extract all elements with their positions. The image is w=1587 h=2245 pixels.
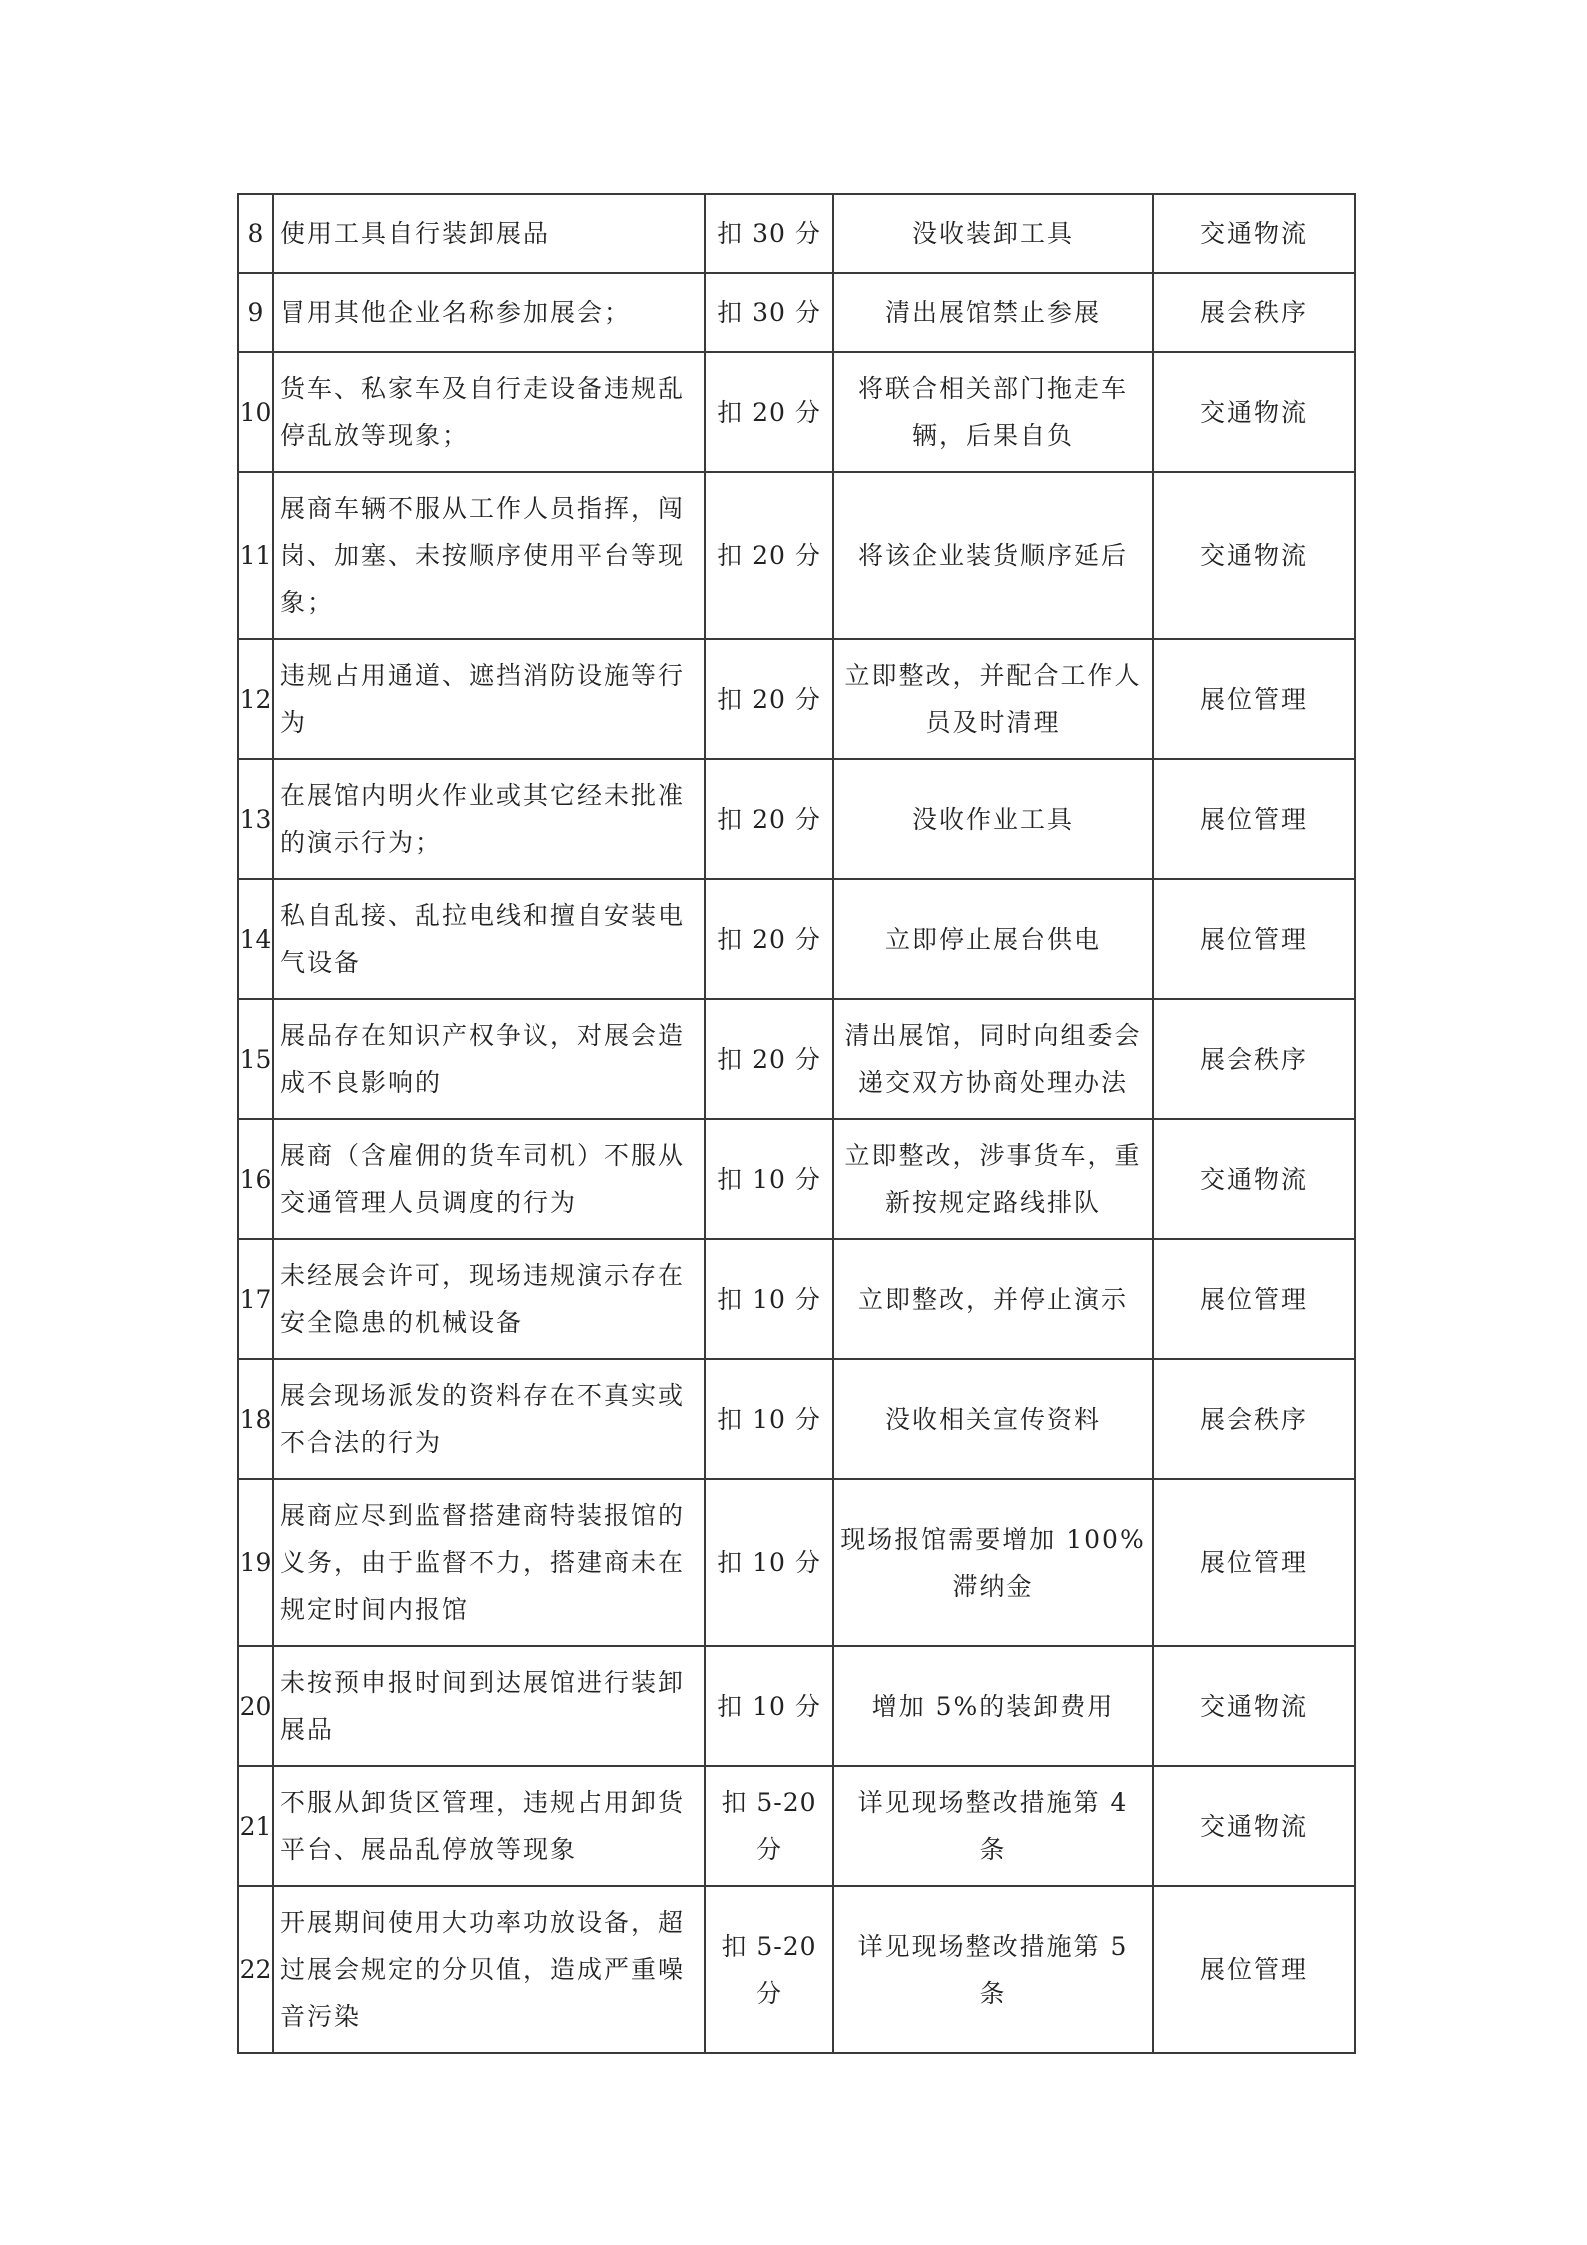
table-row (238, 1766, 1355, 1886)
row-number: 20 (238, 1646, 273, 1766)
violation-description: 冒用其他企业名称参加展会； (273, 273, 705, 352)
table-row (238, 1479, 1355, 1646)
corrective-action: 立即整改，涉事货车，重新按规定路线排队 (833, 1119, 1153, 1239)
category: 展位管理 (1153, 759, 1355, 879)
category: 展位管理 (1153, 879, 1355, 999)
row-number: 19 (238, 1479, 273, 1646)
category: 展位管理 (1153, 1479, 1355, 1646)
penalty-points: 扣 20 分 (705, 639, 833, 759)
row-number: 18 (238, 1359, 273, 1479)
violation-description: 违规占用通道、遮挡消防设施等行为 (273, 639, 705, 759)
corrective-action: 没收相关宣传资料 (833, 1359, 1153, 1479)
violation-description: 展商（含雇佣的货车司机）不服从交通管理人员调度的行为 (273, 1119, 705, 1239)
penalty-points: 扣 10 分 (705, 1646, 833, 1766)
category: 展会秩序 (1153, 999, 1355, 1119)
corrective-action: 立即整改，并配合工作人员及时清理 (833, 639, 1153, 759)
category: 交通物流 (1153, 194, 1355, 273)
corrective-action: 将该企业装货顺序延后 (833, 472, 1153, 639)
corrective-action: 增加 5%的装卸费用 (833, 1646, 1153, 1766)
row-number: 12 (238, 639, 273, 759)
corrective-action: 详见现场整改措施第 5 条 (833, 1886, 1153, 2053)
row-number: 13 (238, 759, 273, 879)
row-number: 14 (238, 879, 273, 999)
category: 交通物流 (1153, 472, 1355, 639)
violation-description: 在展馆内明火作业或其它经未批准的演示行为； (273, 759, 705, 879)
penalty-points: 扣 20 分 (705, 352, 833, 472)
row-number: 8 (238, 194, 273, 273)
category: 交通物流 (1153, 1646, 1355, 1766)
table-row (238, 759, 1355, 879)
penalty-points: 扣 20 分 (705, 759, 833, 879)
penalty-points: 扣 20 分 (705, 999, 833, 1119)
table-row (238, 472, 1355, 639)
corrective-action: 立即停止展台供电 (833, 879, 1153, 999)
penalty-points: 扣 10 分 (705, 1119, 833, 1239)
category: 交通物流 (1153, 1766, 1355, 1886)
penalty-table (237, 193, 1356, 2054)
table-row (238, 194, 1355, 273)
corrective-action: 没收装卸工具 (833, 194, 1153, 273)
table-row (238, 352, 1355, 472)
row-number: 22 (238, 1886, 273, 2053)
violation-description: 私自乱接、乱拉电线和擅自安装电气设备 (273, 879, 705, 999)
category: 交通物流 (1153, 352, 1355, 472)
violation-description: 展商车辆不服从工作人员指挥，闯岗、加塞、未按顺序使用平台等现象； (273, 472, 705, 639)
row-number: 15 (238, 999, 273, 1119)
row-number: 21 (238, 1766, 273, 1886)
corrective-action: 没收作业工具 (833, 759, 1153, 879)
penalty-points: 扣 20 分 (705, 472, 833, 639)
category: 展位管理 (1153, 639, 1355, 759)
row-number: 17 (238, 1239, 273, 1359)
violation-description: 展商应尽到监督搭建商特装报馆的义务，由于监督不力，搭建商未在规定时间内报馆 (273, 1479, 705, 1646)
violation-description: 货车、私家车及自行走设备违规乱停乱放等现象； (273, 352, 705, 472)
table-row (238, 1886, 1355, 2053)
category: 展会秩序 (1153, 1359, 1355, 1479)
category: 展会秩序 (1153, 273, 1355, 352)
penalty-points: 扣 10 分 (705, 1239, 833, 1359)
penalty-points: 扣 30 分 (705, 194, 833, 273)
penalty-points: 扣 10 分 (705, 1479, 833, 1646)
penalty-points: 扣 5-20 分 (705, 1766, 833, 1886)
corrective-action: 立即整改，并停止演示 (833, 1239, 1153, 1359)
row-number: 10 (238, 352, 273, 472)
category: 展位管理 (1153, 1239, 1355, 1359)
row-number: 9 (238, 273, 273, 352)
row-number: 16 (238, 1119, 273, 1239)
table-row (238, 273, 1355, 352)
table-row (238, 1359, 1355, 1479)
violation-description: 展品存在知识产权争议，对展会造成不良影响的 (273, 999, 705, 1119)
category: 交通物流 (1153, 1119, 1355, 1239)
corrective-action: 详见现场整改措施第 4 条 (833, 1766, 1153, 1886)
violation-description: 不服从卸货区管理，违规占用卸货平台、展品乱停放等现象 (273, 1766, 705, 1886)
corrective-action: 现场报馆需要增加 100%滞纳金 (833, 1479, 1153, 1646)
corrective-action: 将联合相关部门拖走车辆，后果自负 (833, 352, 1153, 472)
table-row (238, 999, 1355, 1119)
violation-description: 开展期间使用大功率功放设备，超过展会规定的分贝值，造成严重噪音污染 (273, 1886, 705, 2053)
penalty-points: 扣 30 分 (705, 273, 833, 352)
row-number: 11 (238, 472, 273, 639)
corrective-action: 清出展馆禁止参展 (833, 273, 1153, 352)
violation-description: 未经展会许可，现场违规演示存在安全隐患的机械设备 (273, 1239, 705, 1359)
violation-description: 未按预申报时间到达展馆进行装卸展品 (273, 1646, 705, 1766)
table-row (238, 1239, 1355, 1359)
penalty-points: 扣 10 分 (705, 1359, 833, 1479)
table-row (238, 1646, 1355, 1766)
violation-description: 使用工具自行装卸展品 (273, 194, 705, 273)
corrective-action: 清出展馆，同时向组委会递交双方协商处理办法 (833, 999, 1153, 1119)
table-row (238, 1119, 1355, 1239)
table-row (238, 879, 1355, 999)
table-row (238, 639, 1355, 759)
category: 展位管理 (1153, 1886, 1355, 2053)
penalty-points: 扣 20 分 (705, 879, 833, 999)
penalty-points: 扣 5-20 分 (705, 1886, 833, 2053)
violation-description: 展会现场派发的资料存在不真实或不合法的行为 (273, 1359, 705, 1479)
